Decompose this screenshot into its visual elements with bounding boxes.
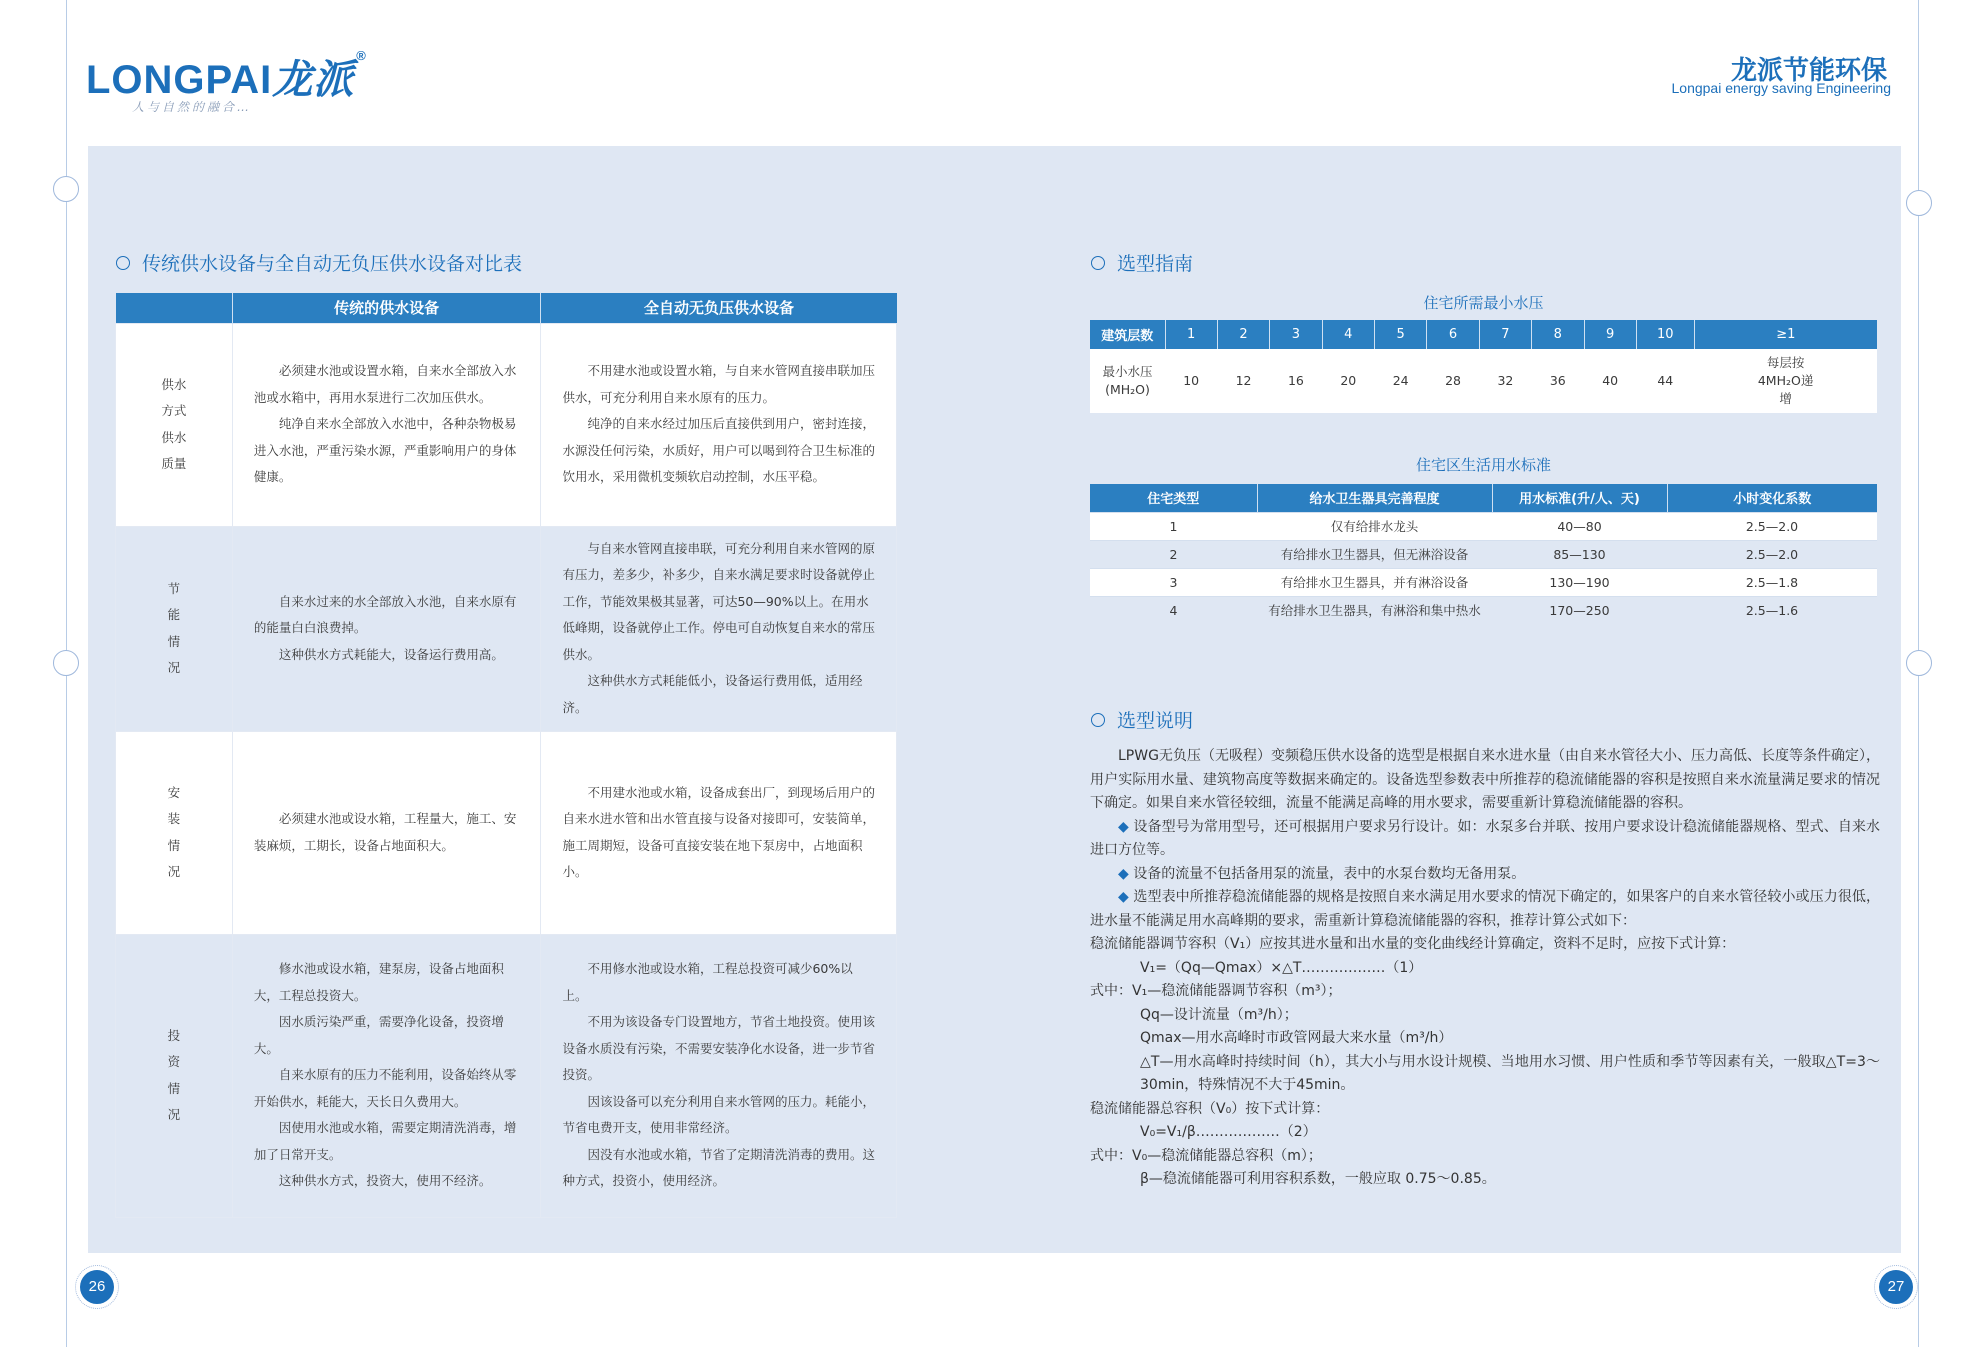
- logo-text: LONGPAI: [86, 58, 273, 102]
- comparison-table: [115, 293, 897, 1218]
- desc-bullet: ◆ 设备的流量不包括备用泵的流量，表中的水泵台数均无备用泵。: [1118, 865, 1526, 882]
- pressure-header-label: 建筑层数: [1090, 320, 1165, 349]
- table-row: [116, 526, 897, 731]
- brand-cn: 龙派节能环保: [1730, 56, 1887, 86]
- formula-legend: 式中：V₀—稳流储能器总容积（m）；: [1090, 1147, 1322, 1164]
- desc-bullet: ◆ 设备型号为常用型号，还可根据用户要求另行设计。如：水泵多台并联、按用户要求设计稳流储能器规格、型式、自来水进口方位等。: [1090, 818, 1880, 858]
- formula-intro: 稳流储能器总容积（V₀）按下式计算：: [1090, 1100, 1330, 1117]
- automatic-cell: 不用建水池或设置水箱，与自来水管网直接串联加压供水，可充分利用自来水原有的压力。 纯净的自来水经过加压后直接供到用户，密封连接，水源没任何污染，水质好，用户可以喝到符合卫生标准的饮用水，采用微机变频软启动控制，水压平稳。: [541, 323, 897, 526]
- formula-1: V₁=（Qq—Qmax）×△T………………（1）: [1140, 959, 1423, 976]
- automatic-cell: 与自来水管网直接串联，可充分利用自来水管网的原有压力，差多少，补多少，自来水满足要求时设备就停止工作，节能效果极其显著，可达50—90%以上。在用水低峰期，设备就停止工作。停电可自动恢复自来水的常压供水。 这种供水方式耗能低小，设备运行费用低，适用经济。: [541, 526, 897, 731]
- pressure-last-value: 每层按 4MH₂O递 增: [1694, 349, 1877, 413]
- traditional-cell: 修水池或设水箱，建泵房，设备占地面积大，工程总投资大。 因水质污染严重，需要净化设备，投资增大。 自来水原有的压力不能利用，设备始终从零开始供水，耗能大，天长日久费用大。 因使用水池或水箱，需要定期清洗消毒，增加了日常开支。 这种供水方式，投资大，使用不经济。: [232, 934, 541, 1217]
- comparison-section-title: 传统供水设备与全自动无负压供水设备对比表: [116, 249, 522, 276]
- table-row: 3 有给排水卫生器具，并有淋浴设备 130—190 2.5—1.8: [1090, 568, 1877, 596]
- guide-section-title: 选型指南: [1091, 249, 1193, 276]
- category-cell: 供水 方式 供水 质量: [116, 323, 233, 526]
- formula-intro: 稳流储能器调节容积（V₁）应按其进水量和出水量的变化曲线经计算确定，资料不足时，应按下式计算：: [1090, 936, 1736, 952]
- description-section-title: 选型说明: [1091, 706, 1193, 733]
- formula-legend: Qmax—用水高峰时市政管网最大来水量（m³/h）: [1140, 1030, 1453, 1046]
- binder-ring: [1906, 650, 1932, 676]
- brand-en: Longpai energy saving Engineering: [1671, 80, 1891, 96]
- header-automatic: 全自动无负压供水设备: [541, 293, 897, 323]
- selection-description: [1090, 745, 1880, 1192]
- traditional-cell: 必须建水池或设水箱，工程量大，施工、安装麻烦，工期长，设备占地面积大。: [232, 731, 541, 934]
- page-number-right: 27: [1879, 1270, 1913, 1304]
- table-row: 1 仅有给排水龙头 40—80 2.5—2.0: [1090, 512, 1877, 540]
- header-traditional: 传统的供水设备: [232, 293, 541, 323]
- automatic-cell: 不用建水池或水箱，设备成套出厂，到现场后用户的自来水进水管和出水管直接与设备对接即可，安装简单，施工周期短，设备可直接安装在地下泵房中，占地面积小。: [541, 731, 897, 934]
- binder-ring: [53, 176, 79, 202]
- desc-intro: LPWG无负压（无吸程）变频稳压供水设备的选型是根据自来水进水量（由自来水管径大小、压力高低、长度等条件确定），用户实际用水量、建筑物高度等数据来确定的。设备选型参数表中所推荐的稳流储能器的容积是按照自来水流量满足要求的情况下确定。如果自来水管径较细，流量不能满足高峰的用水要求，需要重新计算稳流储能器的容积。: [1090, 748, 1880, 811]
- formula-2: V₀=V₁/β………………（2）: [1140, 1124, 1317, 1140]
- traditional-cell: 自来水过来的水全部放入水池，自来水原有的能量白白浪费掉。 这种供水方式耗能大，设备运行费用高。: [232, 526, 541, 731]
- circle-bullet-icon: [1091, 256, 1105, 270]
- logo-reg: ®: [356, 48, 367, 63]
- standard-table-title: 住宅区生活用水标准: [1415, 456, 1551, 474]
- header-blank: [116, 293, 233, 323]
- table-row: 2 有给排水卫生器具，但无淋浴设备 85—130 2.5—2.0: [1090, 540, 1877, 568]
- formula-legend: △T—用水高峰时持续时间（h），其大小与用水设计规模、当地用水习惯、用户性质和季节等因素有关，一般取△T=3～30min，特殊情况不大于45min。: [1140, 1053, 1880, 1093]
- diamond-bullet-icon: ◆: [1118, 818, 1129, 835]
- binder-ring: [1906, 190, 1932, 216]
- diamond-bullet-icon: ◆: [1118, 865, 1129, 882]
- automatic-cell: 不用修水池或设水箱，工程总投资可减少60%以上。 不用为该设备专门设置地方，节省土地投资。使用该设备水质没有污染，不需要安装净化水设备，进一步节省投资。 因该设备可以充分利用自来水管网的压力。耗能小，节省电费开支，使用非常经济。 因没有水池或水箱，节省了定期清洗消毒的费用。这种方式，投资小，使用经济。: [541, 934, 897, 1217]
- category-cell: 节 能 情 况: [116, 526, 233, 731]
- water-standard-table: 住宅类型 给水卫生器具完善程度 用水标准(升/人、天) 小时变化系数 1 仅有给排水龙头 40—80 2.5—2.0 2 有给排水卫生器具，但无淋浴设备 85—130 2.5—2.0 3 有给排水卫生器具，并有淋浴设备 130—190 2.5—1.8 4 有给排水卫生器具，有淋浴和集中热水 170—250 2.5—1.6: [1090, 484, 1877, 624]
- table-row: [116, 731, 897, 934]
- traditional-cell: 必须建水池或设置水箱，自来水全部放入水池或水箱中，再用水泵进行二次加压供水。 纯净自来水全部放入水池中，各种杂物极易进入水池，严重污染水源，严重影响用户的身体健康。: [232, 323, 541, 526]
- circle-bullet-icon: [1091, 713, 1105, 727]
- table-row: [116, 323, 897, 526]
- formula-legend: β—稳流储能器可利用容积系数，一般应取 0.75～0.85。: [1140, 1171, 1496, 1187]
- longpai-logo: [86, 48, 367, 105]
- pressure-table: 建筑层数 1 2 3 4 5 6 7 8 9 10 ≥1 最小水压 (MH₂O) 10 12 16 20 24 28 32 36 40 44 每层按 4MH₂O递 增: [1090, 320, 1877, 413]
- circle-bullet-icon: [116, 256, 130, 270]
- pressure-row-label: 最小水压 (MH₂O): [1090, 349, 1165, 413]
- logo-cn: 龙派: [272, 58, 355, 102]
- category-cell: 安 装 情 况: [116, 731, 233, 934]
- diamond-bullet-icon: ◆: [1118, 889, 1129, 905]
- pressure-row: 最小水压 (MH₂O) 10 12 16 20 24 28 32 36 40 44 每层按 4MH₂O递 增: [1090, 349, 1877, 413]
- table-row: 4 有给排水卫生器具，有淋浴和集中热水 170—250 2.5—1.6: [1090, 596, 1877, 624]
- category-cell: 投 资 情 况: [116, 934, 233, 1217]
- slogan: 人与自然的融合…: [132, 100, 253, 114]
- formula-legend: Qq—设计流量（m³/h）；: [1140, 1006, 1298, 1023]
- pressure-table-title: 住宅所需最小水压: [1423, 294, 1544, 312]
- desc-bullet: ◆ 选型表中所推荐稳流储能器的规格是按照自来水满足用水要求的情况下确定的，如果客户的自来水管径较小或压力很低，进水量不能满足用水高峰期的要求，需重新计算稳流储能器的容积，推荐计算公式如下：: [1090, 889, 1880, 929]
- page-number-left: 26: [80, 1270, 114, 1304]
- binder-ring: [53, 650, 79, 676]
- formula-legend: 式中：V₁—稳流储能器调节容积（m³）；: [1090, 983, 1342, 999]
- table-row: [116, 934, 897, 1217]
